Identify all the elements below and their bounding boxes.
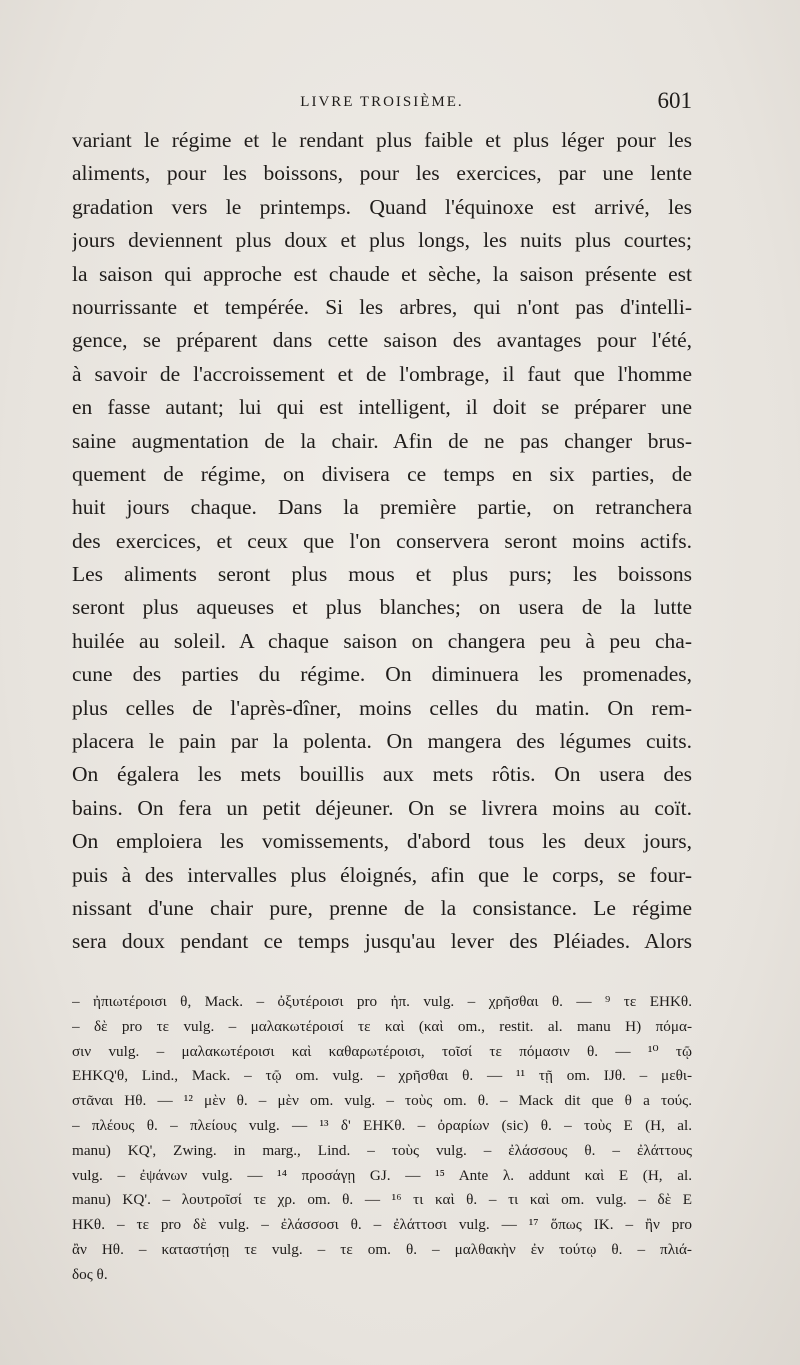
text-line: à savoir de l'accroissement et de l'ombrage, il faut que l'homme [72,361,692,386]
footnote-line: σιν vulg. – μαλακωτέροισι καὶ καθαρωτέροισι, τοῖσί τε πόμασιν θ. — ¹⁰ τῷ [72,1042,692,1060]
text-line: huilée au soleil. A chaque saison on changera peu à peu cha- [72,628,692,653]
text-line: nissant d'une chair pure, prenne de la consistance. Le régime [72,895,692,920]
text-line: saine augmentation de la chair. Afin de ne pas changer brus- [72,428,692,453]
page-header [72,88,692,118]
footnote-line: στᾶναι Hθ. — ¹² μὲν θ. – μὲν om. vulg. – τοὺς om. θ. – Mack dit que θ a τούς. [72,1092,692,1110]
footnote-line: ἂν Hθ. – καταστήσῃ τε vulg. – τε om. θ. – μαλθακὴν ἐν τούτῳ θ. – πλιά- [72,1240,692,1258]
text-line: Les aliments seront plus mous et plus purs; les boissons [72,562,692,587]
text-line: quement de régime, on divisera ce temps en six parties, de [72,461,692,486]
text-line: nourrissante et tempérée. Si les arbres, qui n'ont pas d'intelli- [72,294,692,319]
text-line: aliments, pour les boissons, pour les exercices, par une lente [72,161,692,186]
footnote-line: vulg. – ἐψάνων vulg. — ¹⁴ προσάγῃ GJ. — ¹⁵ Ante λ. addunt καὶ E (H, al. [72,1166,692,1184]
text-line: gradation vers le printemps. Quand l'équinoxe est arrivé, les [72,194,692,219]
text-line: en fasse autant; lui qui est intelligent, il doit se préparer une [72,395,692,420]
text-line: puis à des intervalles plus éloignés, afin que le corps, se four- [72,862,692,887]
footnote-line: manu) KQ', Zwing. in marg., Lind. – τοὺς vulg. – ἐλάσσους θ. – ἐλάττους [72,1141,692,1159]
footnote-line: HKθ. – τε pro δὲ vulg. – ἐλάσσοσι θ. – ἐλάττοσι vulg. — ¹⁷ ὅπως IK. – ἢν pro [72,1216,692,1234]
running-title: LIVRE TROISIÈME. [300,94,464,110]
footnote-line: manu) KQ'. – λουτροῖσί τε χρ. om. θ. — ¹⁶ τι καὶ θ. – τι καὶ om. vulg. – δὲ E [72,1191,692,1209]
page-number: 601 [657,88,692,113]
text-line: bains. On fera un petit déjeuner. On se livrera moins au coït. [72,795,692,820]
text-line: sera doux pendant ce temps jusqu'au lever des Pléiades. Alors [72,929,692,954]
footnote-line: δος θ. [72,1265,108,1283]
text-line: des exercices, et ceux que l'on conservera seront moins actifs. [72,528,692,553]
text-line: placera le pain par la polenta. On mangera des légumes cuits. [72,729,692,754]
text-line: plus celles de l'après-dîner, moins celles du matin. On rem- [72,695,692,720]
text-line: On égalera les mets bouillis aux mets rôtis. On usera des [72,762,692,787]
text-line: On emploiera les vomissements, d'abord tous les deux jours, [72,829,692,854]
main-text [72,124,692,959]
text-line: gence, se préparent dans cette saison des avantages pour l'été, [72,328,692,353]
text-line: la saison qui approche est chaude et sèche, la saison présente est [72,261,692,286]
footnotes [72,990,692,1288]
text-line: seront plus aqueuses et plus blanches; on usera de la lutte [72,595,692,620]
footnote-line: – πλέους θ. – πλείους vulg. — ¹³ δ' EHKθ. – ὀραρίων (sic) θ. – τοὺς E (H, al. [72,1116,692,1134]
text-line: jours deviennent plus doux et plus longs, les nuits plus courtes; [72,228,692,253]
footnote-line: – ἠπιωτέροισι θ, Mack. – ὀξυτέροισι pro ἠπ. vulg. – χρῆσθαι θ. — ⁹ τε EHKθ. [72,993,692,1010]
footnote-line: EHKQ'θ, Lind., Mack. – τῷ om. vulg. – χρῆσθαι θ. — ¹¹ τῇ om. IJθ. – μεθι- [72,1067,692,1085]
footnote-line: – δὲ pro τε vulg. – μαλακωτέροισί τε καὶ (καὶ om., restit. al. manu H) πόμα- [72,1017,692,1035]
text-line: cune des parties du régime. On diminuera les promenades, [72,662,692,687]
text-line: huit jours chaque. Dans la première partie, on retranchera [72,495,692,520]
text-line: variant le régime et le rendant plus faible et plus léger pour les [72,128,692,152]
